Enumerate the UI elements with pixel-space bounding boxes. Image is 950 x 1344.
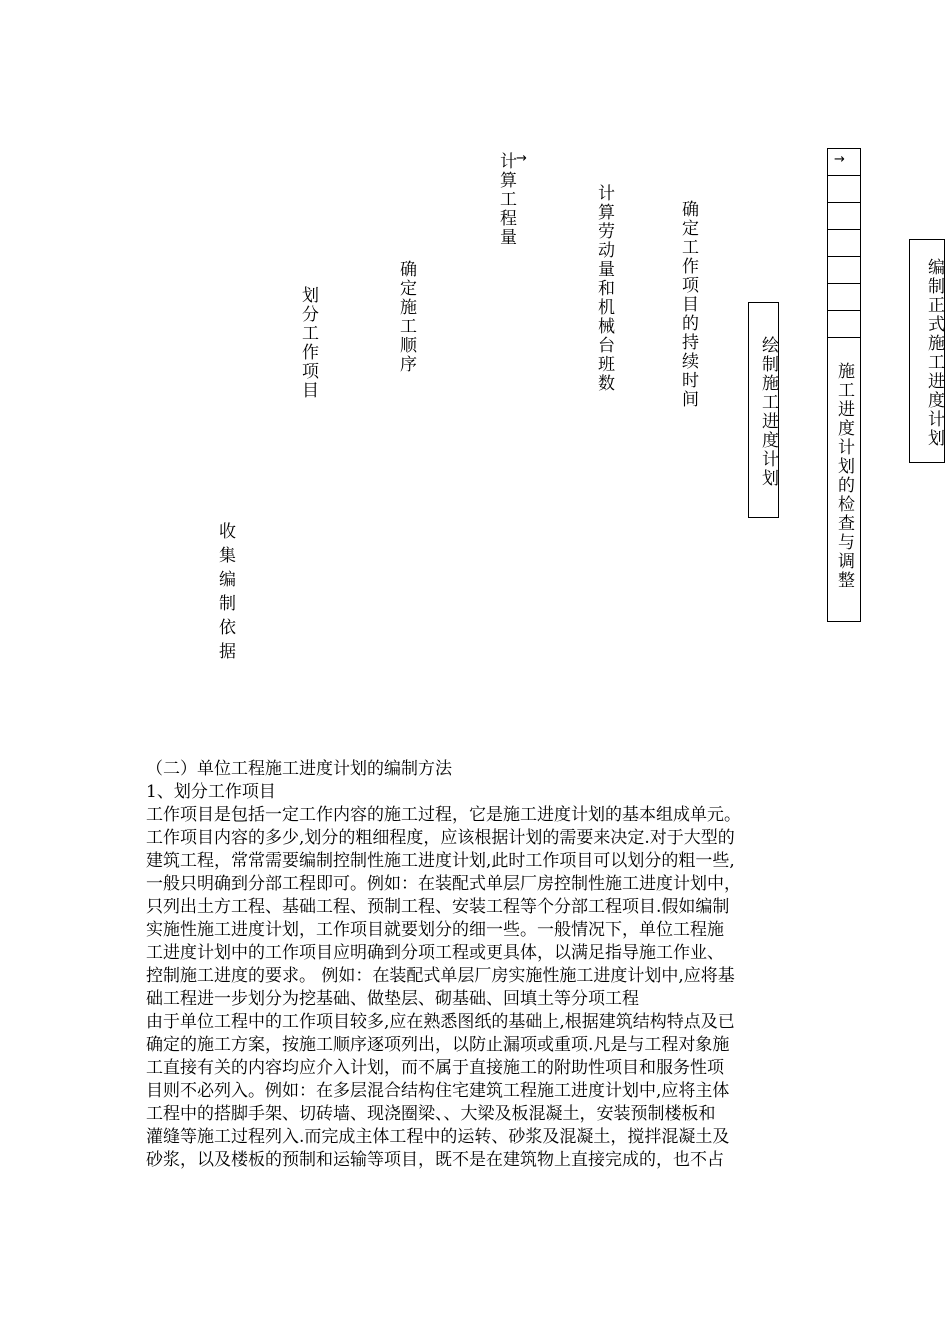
strip-cell — [828, 203, 860, 230]
document-body — [146, 758, 836, 1172]
step-collect-basis: 收集编制依据 — [215, 522, 235, 666]
step-determine-order: 确定施工顺序 — [396, 260, 416, 374]
step-duration: 确定工作项目的持续时间 — [678, 200, 698, 409]
paragraph-line: 础工程进一步划分为挖基础、做垫层、砌基础、回填土等分项工程 — [146, 989, 639, 1009]
step-calc-quantity: 计算工程量 — [496, 152, 516, 247]
strip-cell-arrow — [828, 149, 860, 176]
step-calc-labor: 计算劳动量和机械台班数 — [594, 184, 614, 393]
paragraph-line: 确定的施工方案，按施工顺序逐项列出，以防止漏项或重项.凡是与工程对象施 — [146, 1035, 730, 1055]
paragraph-line: 实施性施工进度计划，工作项目就要划分的细一些。一般情况下，单位工程施 — [146, 920, 724, 940]
strip-cell — [828, 257, 860, 284]
strip-cell — [828, 176, 860, 203]
arrow-right-icon: → — [516, 151, 529, 166]
step-final-schedule-box — [909, 239, 945, 463]
strip-cell — [828, 230, 860, 257]
step-divide-items: 划分工作项目 — [298, 286, 318, 400]
step-check-adjust: 施工进度计划的检查与调整 — [834, 362, 854, 590]
arrow-right-icon: → — [834, 152, 845, 167]
step-calc-quantity-group — [496, 152, 529, 247]
strip-cell — [828, 284, 860, 311]
subsection-heading: 1、划分工作项目 — [146, 782, 276, 802]
step-draw-schedule: 绘制施工进度计划 — [758, 336, 778, 488]
section-heading: （二）单位工程施工进度计划的编制方法 — [146, 759, 452, 779]
paragraph-line: 工程中的搭脚手架、切砖墙、现浇圈梁、、大梁及板混凝土，安装预制楼板和 — [146, 1104, 716, 1124]
paragraph-line: 砂浆，以及楼板的预制和运输等项目，既不是在建筑物上直接完成的，也不占 — [146, 1150, 724, 1170]
paragraph-line: 工作项目是包括一定工作内容的施工过程，它是施工进度计划的基本组成单元。 — [146, 805, 741, 825]
paragraph-line: 工作项目内容的多少,划分的粗细程度，应该根据计划的需要来决定.对于大型的 — [146, 828, 735, 848]
check-adjust-strip — [827, 148, 861, 622]
strip-cell — [828, 311, 860, 338]
paragraph-line: 建筑工程，常常需要编制控制性施工进度计划,此时工作项目可以划分的粗一些, — [146, 851, 735, 871]
paragraph-line: 工进度计划中的工作项目应明确到分项工程或更具体，以满足指导施工作业、 — [146, 943, 724, 963]
paragraph-line: 工直接有关的内容均应介入计划，而不属于直接施工的附助性项目和服务性项 — [146, 1058, 724, 1078]
paragraph-line: 控制施工进度的要求。 例如：在装配式单层厂房实施性施工进度计划中,应将基 — [146, 966, 735, 986]
paragraph-line: 目则不必列入。例如：在多层混合结构住宅建筑工程施工进度计划中,应将主体 — [146, 1081, 730, 1101]
paragraph-line: 一般只明确到分部工程即可。例如：在装配式单层厂房控制性施工进度计划中， — [146, 874, 741, 894]
step-final-schedule: 编制正式施工进度计划 — [924, 258, 944, 448]
paragraph-line: 只列出土方工程、基础工程、预制工程、安装工程等个分部工程项目.假如编制 — [146, 897, 730, 917]
paragraph-line: 由于单位工程中的工作项目较多,应在熟悉图纸的基础上,根据建筑结构特点及已 — [146, 1012, 735, 1032]
paragraph-line: 灌缝等施工过程列入.而完成主体工程中的运转、砂浆及混凝土，搅拌混凝土及 — [146, 1127, 730, 1147]
step-draw-schedule-box — [748, 302, 779, 518]
